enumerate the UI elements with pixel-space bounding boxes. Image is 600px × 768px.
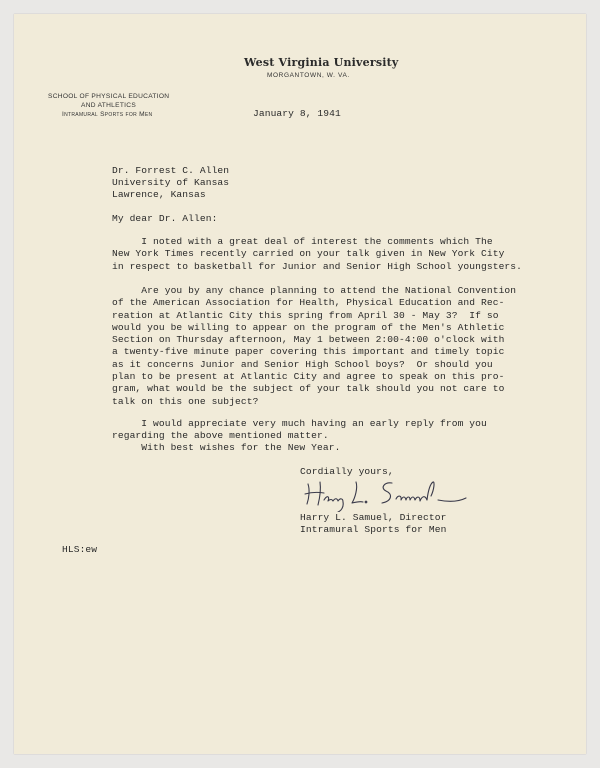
paragraph-line: Section on Thursday afternoon, May 1 between 2:00-4:00 o'clock with: [112, 334, 505, 346]
paragraph-line: as it concerns Junior and Senior High School boys? Or should you: [112, 358, 493, 370]
letterhead-university: West Virginia University: [244, 56, 399, 69]
paragraph-line: gram, what would be the subject of your talk should you not care to: [112, 383, 505, 395]
letterhead-city: MORGANTOWN, W. VA.: [267, 72, 350, 79]
signer-name-title: Harry L. Samuel, Director: [300, 512, 447, 523]
paragraph-line: reation at Atlantic City this spring from April 30 - May 3? If so: [112, 309, 499, 321]
recipient-place: Lawrence, Kansas: [112, 189, 206, 200]
department-line-2: AND ATHLETICS: [81, 102, 137, 109]
paragraph-line: a twenty-five minute paper covering this important and timely topic: [112, 346, 505, 358]
paragraph-line: regarding the above mentioned matter.: [112, 430, 329, 442]
paragraph-line: would you be willing to appear on the program of the Men's Athletic: [112, 321, 505, 333]
letter-date: January 8, 1941: [253, 108, 341, 119]
paragraph-line: New York Times recently carried on your talk given in New York City: [112, 248, 505, 260]
body-paragraph-2: [112, 285, 516, 408]
department-line-1: SCHOOL OF PHYSICAL EDUCATION: [48, 93, 170, 100]
paragraph-line: in respect to basketball for Junior and Senior High School youngsters.: [112, 260, 523, 272]
closing: Cordially yours,: [300, 466, 394, 477]
body-paragraph-4: With best wishes for the New Year.: [112, 442, 341, 453]
recipient-org: University of Kansas: [112, 177, 230, 188]
typist-initials: HLS:ew: [62, 544, 98, 555]
paragraph-line: talk on this one subject?: [112, 395, 259, 407]
handwritten-signature: [300, 474, 470, 512]
body-paragraph-1: [112, 236, 522, 273]
signer-position: Intramural Sports for Men: [300, 524, 447, 535]
paragraph-line: plan to be present at Atlantic City and agree to speak on this pro-: [112, 371, 505, 383]
department-line-3: Intramural Sports for Men: [62, 111, 153, 118]
paragraph-line: of the American Association for Health, Physical Education and Rec-: [112, 297, 505, 309]
paragraph-line: I would appreciate very much having an early reply from you: [112, 418, 487, 429]
recipient-name: Dr. Forrest C. Allen: [112, 165, 230, 176]
paragraph-line: Are you by any chance planning to attend the National Convention: [112, 285, 517, 296]
body-paragraph-3: [112, 418, 487, 443]
paragraph-line: I noted with a great deal of interest the comments which The: [112, 236, 493, 247]
salutation: My dear Dr. Allen:: [112, 213, 218, 224]
